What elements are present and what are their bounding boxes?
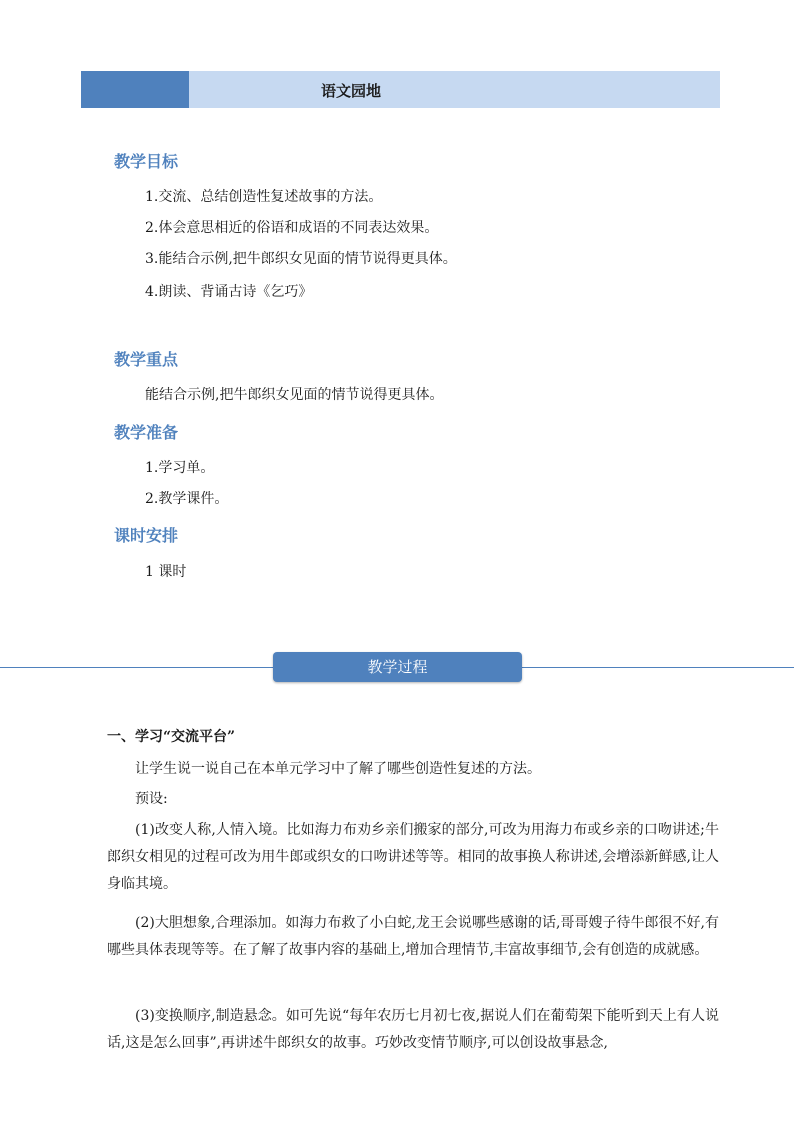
preparation-item: 2.教学课件。 [145,491,229,507]
key-point-heading: 教学重点 [114,350,179,369]
goal-item: 2.体会意思相近的俗语和成语的不同表达效果。 [145,220,439,236]
schedule-text: 1 课时 [145,564,187,580]
divider-right [522,667,794,668]
goals-heading: 教学目标 [114,152,179,171]
preparation-heading: 教学准备 [114,423,179,442]
process-paragraph-1: (1)改变人称,人情入境。比如海力布劝乡亲们搬家的部分,可改为用海力布或乡亲的口吻讲述;牛郎织女相见的过程可改为用牛郎或织女的口吻讲述等等。相同的故事换人称讲述,会增添新鲜感,让人身临其境。 [107,822,719,892]
section1-title: 一、学习“交流平台” [107,729,236,745]
process-paragraph-3: (3)变换顺序,制造悬念。如可先说“每年农历七月初七夜,据说人们在葡萄架下能听到天上有人说话,这是怎么回事”,再讲述牛郎织女的故事。巧妙改变情节顺序,可以创设故事悬念, [107,1008,719,1051]
process-paragraph-2: (2)大胆想象,合理添加。如海力布救了小白蛇,龙王会说哪些感谢的话,哥哥嫂子待牛郎很不好,有哪些具体表现等等。在了解了故事内容的基础上,增加合理情节,丰富故事细节,会有创造的成就感。 [107,915,719,958]
goal-item: 1.交流、总结创造性复述故事的方法。 [145,189,383,205]
goal-item: 3.能结合示例,把牛郎织女见面的情节说得更具体。 [145,251,457,267]
header-bar [81,71,720,108]
process-banner: 教学过程 [273,652,522,682]
divider-left [0,667,273,668]
key-point-text: 能结合示例,把牛郎织女见面的情节说得更具体。 [145,387,444,403]
goal-item: 4.朗读、背诵古诗《乞巧》 [145,284,313,300]
preset-label: 预设: [135,791,168,807]
page-title: 语文园地 [321,82,382,100]
header-accent-block [81,71,189,108]
process-intro: 让学生说一说自己在本单元学习中了解了哪些创造性复述的方法。 [135,761,541,777]
schedule-heading: 课时安排 [114,526,179,545]
preparation-item: 1.学习单。 [145,460,215,476]
